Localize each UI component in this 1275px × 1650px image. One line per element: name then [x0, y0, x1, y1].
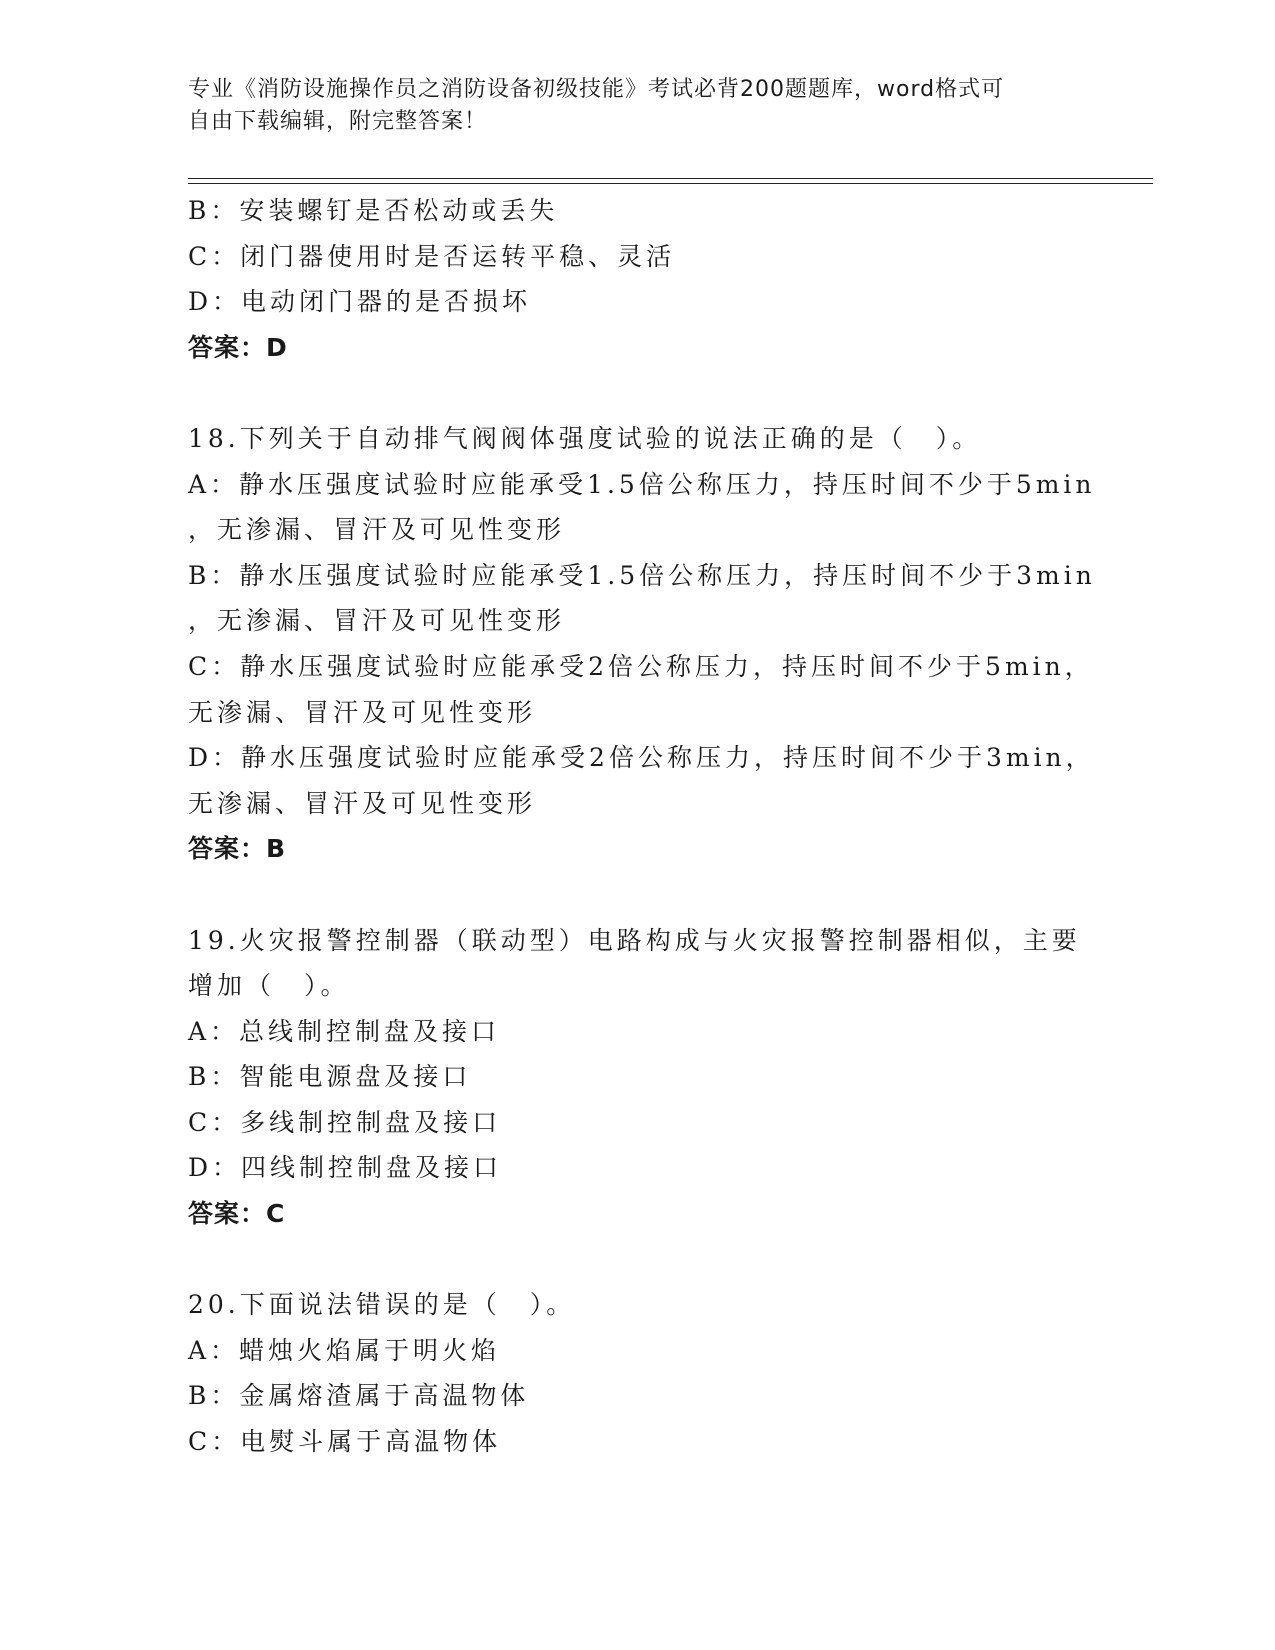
q18-option-a-line2: ，无渗漏、冒汗及可见性变形: [188, 515, 566, 545]
q17-answer: 答案：D: [188, 332, 288, 362]
question-list: [188, 188, 1108, 1465]
q19-answer: 答案：C: [188, 1199, 286, 1229]
spacer: [188, 872, 1108, 918]
q19-option-b: B：智能电源盘及接口: [188, 1062, 472, 1092]
header-rule-top: [188, 178, 1153, 179]
q19-stem-line1: 19.火灾报警控制器（联动型）电路构成与火灾报警控制器相似，主要: [188, 925, 1081, 955]
question-18: [188, 416, 1108, 872]
q19-option-d: D：四线制控制盘及接口: [188, 1153, 503, 1183]
q17-option-d: D：电动闭门器的是否损坏: [188, 287, 532, 317]
q17-option-c: C：闭门器使用时是否运转平稳、灵活: [188, 241, 676, 271]
q20-option-b: B：金属熔渣属于高温物体: [188, 1381, 530, 1411]
header-rule-bottom: [188, 183, 1153, 184]
question-20: [188, 1282, 1108, 1464]
q18-option-c-line2: 无渗漏、冒汗及可见性变形: [188, 697, 537, 727]
document-header: [188, 74, 1088, 138]
spacer: [188, 370, 1108, 416]
q19-option-c: C：多线制控制盘及接口: [188, 1107, 502, 1137]
q18-option-b-line2: ，无渗漏、冒汗及可见性变形: [188, 606, 566, 636]
header-line-1: 专业《消防设施操作员之消防设备初级技能》考试必背200题题库，word格式可: [188, 77, 1005, 102]
header-line-2: 自由下载编辑，附完整答案！: [188, 109, 488, 134]
q20-stem: 20.下面说法错误的是（ ）。: [188, 1290, 576, 1320]
question-17-tail: [188, 188, 1108, 370]
q18-option-b-line1: B：静水压强度试验时应能承受1.5倍公称压力，持压时间不少于3min: [188, 560, 1096, 590]
q20-option-a: A：蜡烛火焰属于明火焰: [188, 1335, 501, 1365]
q18-option-a-line1: A：静水压强度试验时应能承受1.5倍公称压力，持压时间不少于5min: [188, 469, 1096, 499]
q18-stem: 18.下列关于自动排气阀阀体强度试验的说法正确的是（ ）。: [188, 423, 982, 453]
q20-option-c: C：电熨斗属于高温物体: [188, 1427, 502, 1457]
q18-option-d-line1: D：静水压强度试验时应能承受2倍公称压力，持压时间不少于3min，: [188, 743, 1095, 773]
q18-option-c-line1: C：静水压强度试验时应能承受2倍公称压力，持压时间不少于5min，: [188, 651, 1094, 681]
q18-answer: 答案：B: [188, 834, 287, 864]
q19-option-a: A：总线制控制盘及接口: [188, 1016, 501, 1046]
q18-option-d-line2: 无渗漏、冒汗及可见性变形: [188, 788, 537, 818]
q19-stem-line2: 增加（ ）。: [188, 971, 350, 1001]
spacer: [188, 1237, 1108, 1283]
question-19: [188, 918, 1108, 1237]
q17-option-b: B：安装螺钉是否松动或丢失: [188, 196, 559, 225]
